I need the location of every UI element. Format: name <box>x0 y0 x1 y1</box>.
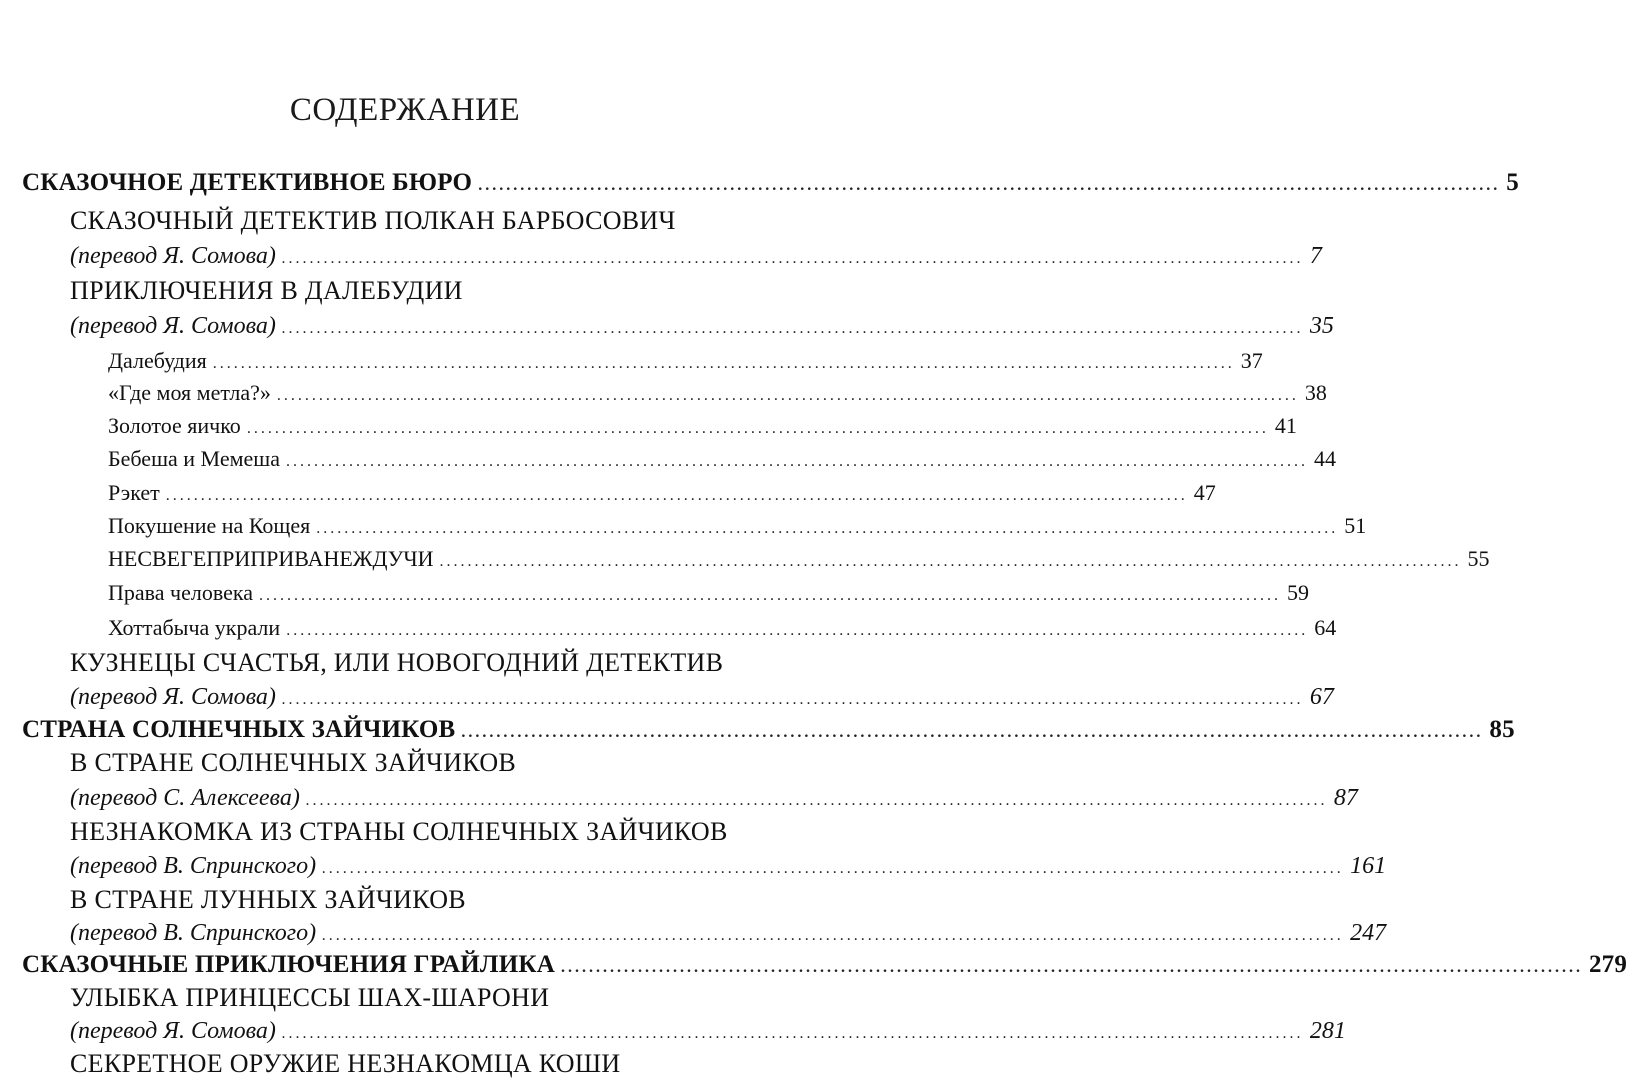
toc-leader-dots: .................................................................................................................................................. <box>316 520 1339 537</box>
toc-leader-dots: .................................................................................................................................................. <box>281 320 1304 337</box>
toc-entry-tr <box>70 682 1334 712</box>
toc-entry-tr <box>70 241 1322 271</box>
toc-entry-sub <box>108 511 1367 541</box>
toc-entry-title: Далебудия <box>108 348 207 373</box>
toc-entry-title: Права человека <box>108 580 253 605</box>
toc-entry-title: НЕЗНАКОМКА ИЗ СТРАНЫ СОЛНЕЧНЫХ ЗАЙЧИКОВ <box>70 817 728 846</box>
toc-entry-sec <box>22 715 1515 745</box>
contents-heading: СОДЕРЖАНИЕ <box>289 92 521 128</box>
toc-leader-dots: .................................................................................................................................................. <box>258 587 1281 604</box>
toc-entry-sub <box>108 411 1297 441</box>
toc-page-number: 55 <box>1467 546 1490 571</box>
toc-leader-dots: .................................................................................................................................................. <box>478 177 1501 194</box>
toc-entry-title: «Где моя метла?» <box>108 380 271 405</box>
toc-entry-sec <box>22 168 1519 198</box>
toc-entry-title: (перевод С. Алексеева) <box>70 785 300 811</box>
toc-entry-tr <box>70 918 1387 948</box>
toc-entry-title: Бебеша и Мемеша <box>108 446 280 471</box>
toc-page-number: 37 <box>1240 348 1263 373</box>
toc-entry-title: НЕСВЕГЕПРИПРИВАНЕЖДУЧИ <box>108 546 434 571</box>
toc-entry-tr <box>70 851 1387 881</box>
toc-leader-dots: .................................................................................................................................................. <box>560 959 1583 976</box>
toc-entry-sec <box>22 950 1627 980</box>
toc-entry-title: (перевод Я. Сомова) <box>70 1018 276 1044</box>
toc-entry-sub <box>108 346 1263 376</box>
toc-page-number: 281 <box>1309 1018 1346 1044</box>
toc-entry-tr <box>70 783 1358 813</box>
toc-page-number: 67 <box>1309 684 1334 710</box>
toc-page-number: 64 <box>1314 615 1337 640</box>
toc-leader-dots: .................................................................................................................................................. <box>305 792 1328 809</box>
toc-page-number: 38 <box>1304 380 1327 405</box>
toc-entry-sub <box>108 478 1216 508</box>
toc-leader-dots: .................................................................................................................................................. <box>285 453 1308 470</box>
toc-leader-dots: .................................................................................................................................................. <box>281 691 1304 708</box>
toc-entry-sub <box>108 444 1336 474</box>
toc-entry-ttl <box>70 276 778 306</box>
toc-entry-title: СКАЗОЧНЫЕ ПРИКЛЮЧЕНИЯ ГРАЙЛИКА <box>22 951 555 978</box>
toc-page-number: 51 <box>1344 513 1367 538</box>
toc-entry-title: СКАЗОЧНОЕ ДЕТЕКТИВНОЕ БЮРО <box>22 169 473 196</box>
toc-entry-title: СКАЗОЧНЫЙ ДЕТЕКТИВ ПОЛКАН БАРБОСОВИЧ <box>70 206 676 235</box>
toc-entry-title: (перевод Я. Сомова) <box>70 243 276 269</box>
toc-leader-dots: .................................................................................................................................................. <box>276 387 1299 404</box>
toc-page-number: 35 <box>1309 313 1334 339</box>
toc-entry-title: Золотое яичко <box>108 413 241 438</box>
toc-entry-sub <box>108 378 1327 408</box>
toc-entry-title: (перевод Я. Сомова) <box>70 684 276 710</box>
toc-entry-ttl <box>70 206 778 236</box>
toc-page-number: 161 <box>1350 853 1387 879</box>
toc-entry-title: Хоттабыча украли <box>108 615 281 640</box>
toc-entry-title: Покушение на Кощея <box>108 513 311 538</box>
toc-entry-tr <box>70 1016 1346 1046</box>
toc-entry-title: В СТРАНЕ СОЛНЕЧНЫХ ЗАЙЧИКОВ <box>70 748 517 777</box>
toc-entry-ttl <box>70 817 778 847</box>
toc-entry-title: СТРАНА СОЛНЕЧНЫХ ЗАЙЧИКОВ <box>22 716 456 743</box>
toc-entry-sub <box>108 613 1337 643</box>
toc-entry-title: УЛЫБКА ПРИНЦЕССЫ ШАХ-ШАРОНИ <box>70 983 550 1012</box>
toc-page-number: 5 <box>1506 169 1519 196</box>
toc-page-number: 247 <box>1350 920 1387 946</box>
toc-leader-dots: .................................................................................................................................................. <box>165 487 1188 504</box>
toc-page-number: 7 <box>1309 243 1322 269</box>
toc-leader-dots: .................................................................................................................................................. <box>286 622 1309 639</box>
toc-entry-ttl <box>70 648 778 678</box>
toc-entry-title: Рэкет <box>108 480 160 505</box>
toc-leader-dots: .................................................................................................................................................. <box>439 553 1462 570</box>
toc-entry-title: СЕКРЕТНОЕ ОРУЖИЕ НЕЗНАКОМЦА КОШИ <box>70 1049 621 1078</box>
toc-entry-ttl <box>70 983 778 1013</box>
toc-entry-title: (перевод В. Спринского) <box>70 920 317 946</box>
toc-entry-ttl <box>70 885 778 915</box>
toc-leader-dots: .................................................................................................................................................. <box>322 860 1345 877</box>
toc-leader-dots: .................................................................................................................................................. <box>246 420 1269 437</box>
toc-page-number: 59 <box>1286 580 1309 605</box>
toc-page-number: 41 <box>1274 413 1297 438</box>
toc-entry-sub <box>108 544 1490 574</box>
toc-page-number: 44 <box>1313 446 1336 471</box>
toc-leader-dots: .................................................................................................................................................. <box>281 1025 1304 1042</box>
toc-page-number: 279 <box>1588 951 1627 978</box>
toc-leader-dots: .................................................................................................................................................. <box>461 724 1484 741</box>
toc-entry-title: КУЗНЕЦЫ СЧАСТЬЯ, ИЛИ НОВОГОДНИЙ ДЕТЕКТИВ <box>70 648 724 677</box>
toc-entry-title: В СТРАНЕ ЛУННЫХ ЗАЙЧИКОВ <box>70 885 466 914</box>
toc-entry-ttl <box>70 1049 778 1079</box>
toc-entry-tr <box>70 311 1334 341</box>
toc-page-number: 47 <box>1193 480 1216 505</box>
toc-entry-title: (перевод В. Спринского) <box>70 853 317 879</box>
toc-page-number: 85 <box>1489 716 1515 743</box>
toc-leader-dots: .................................................................................................................................................. <box>281 250 1304 267</box>
toc-leader-dots: .................................................................................................................................................. <box>212 355 1235 372</box>
toc-entry-ttl <box>70 748 778 778</box>
toc-leader-dots: .................................................................................................................................................. <box>322 927 1345 944</box>
toc-page-number: 87 <box>1333 785 1358 811</box>
toc-entry-title: ПРИКЛЮЧЕНИЯ В ДАЛЕБУДИИ <box>70 276 463 305</box>
toc-entry-sub <box>108 578 1309 608</box>
toc-entry-title: (перевод Я. Сомова) <box>70 313 276 339</box>
